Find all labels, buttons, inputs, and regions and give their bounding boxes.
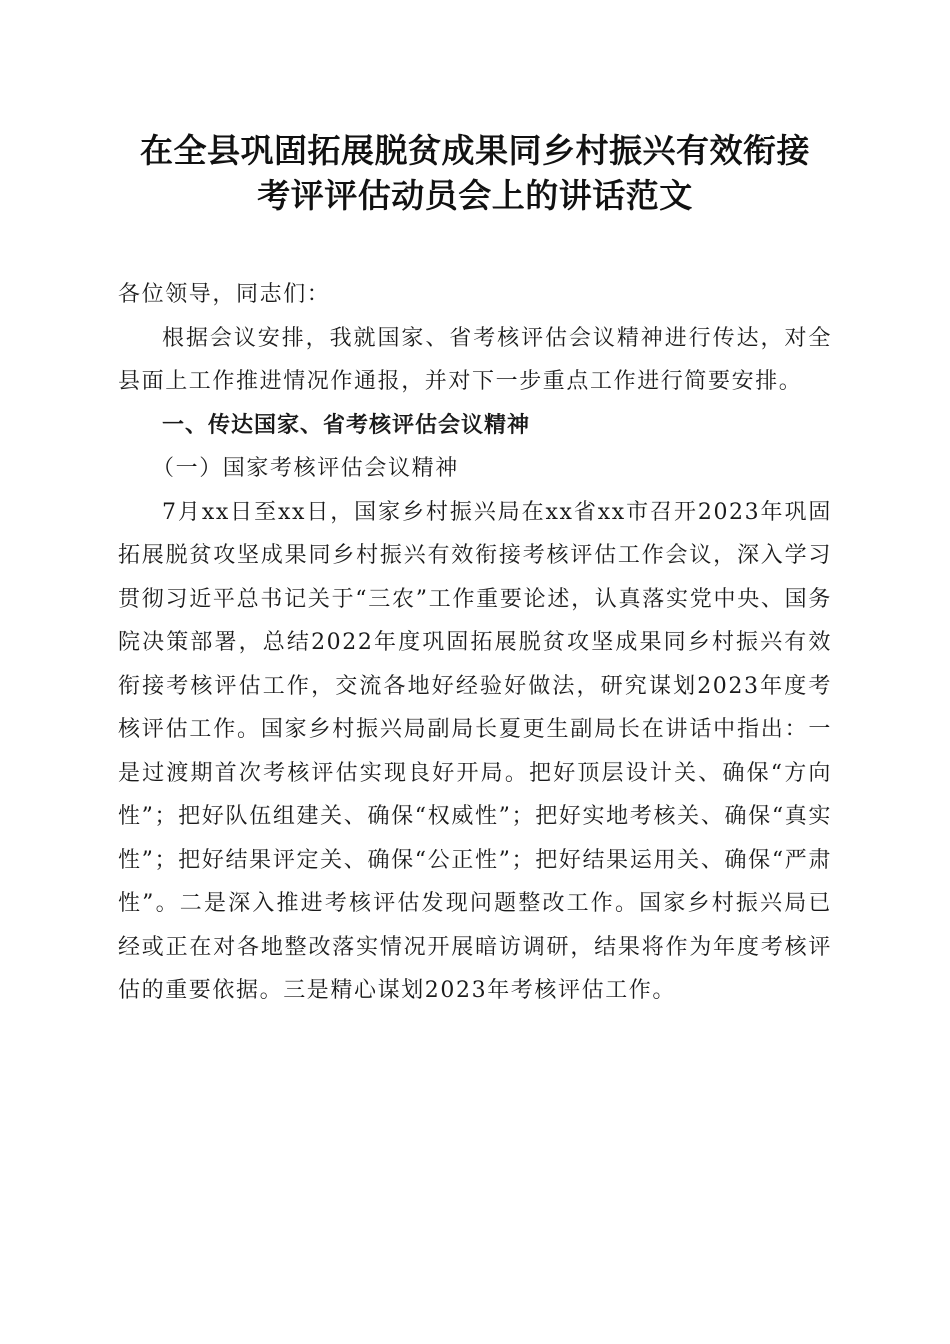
title-line-1: 在全县巩固拓展脱贫成果同乡村振兴有效衔接	[140, 131, 810, 170]
document-body	[118, 273, 832, 1013]
subsection-1-paragraph: 7月xx日至xx日，国家乡村振兴局在xx省xx市召开2023年巩固拓展脱贫攻坚成果同乡村振兴有效衔接考核评估工作会议，深入学习贯彻习近平总书记关于“三农”工作重要论述，认真落实党中央、国务院决策部署，总结2022年度巩固拓展脱贫攻坚成果同乡村振兴有效衔接考核评估工作，交流各地好经验好做法，研究谋划2023年度考核评估工作。国家乡村振兴局副局长夏更生副局长在讲话中指出：一是过渡期首次考核评估实现良好开局。把好顶层设计关、确保“方向性”；把好队伍组建关、确保“权威性”；把好实地考核关、确保“真实性”；把好结果评定关、确保“公正性”；把好结果运用关、确保“严肃性”。二是深入推进考核评估发现问题整改工作。国家乡村振兴局已经或正在对各地整改落实情况开展暗访调研，结果将作为年度考核评估的重要依据。三是精心谋划2023年考核评估工作。	[118, 499, 832, 1003]
section-heading-1: 一、传达国家、省考核评估会议精神	[162, 412, 531, 438]
salutation: 各位领导，同志们：	[118, 282, 331, 307]
title-line-2: 考评评估动员会上的讲话范文	[257, 176, 693, 215]
subsection-heading-1: （一）国家考核评估会议精神	[152, 456, 459, 481]
intro-paragraph: 根据会议安排，我就国家、省考核评估会议精神进行传达，对全县面上工作推进情况作通报，并对下一步重点工作进行简要安排。	[118, 325, 832, 394]
document-page	[118, 128, 832, 1013]
document-title	[118, 128, 832, 218]
